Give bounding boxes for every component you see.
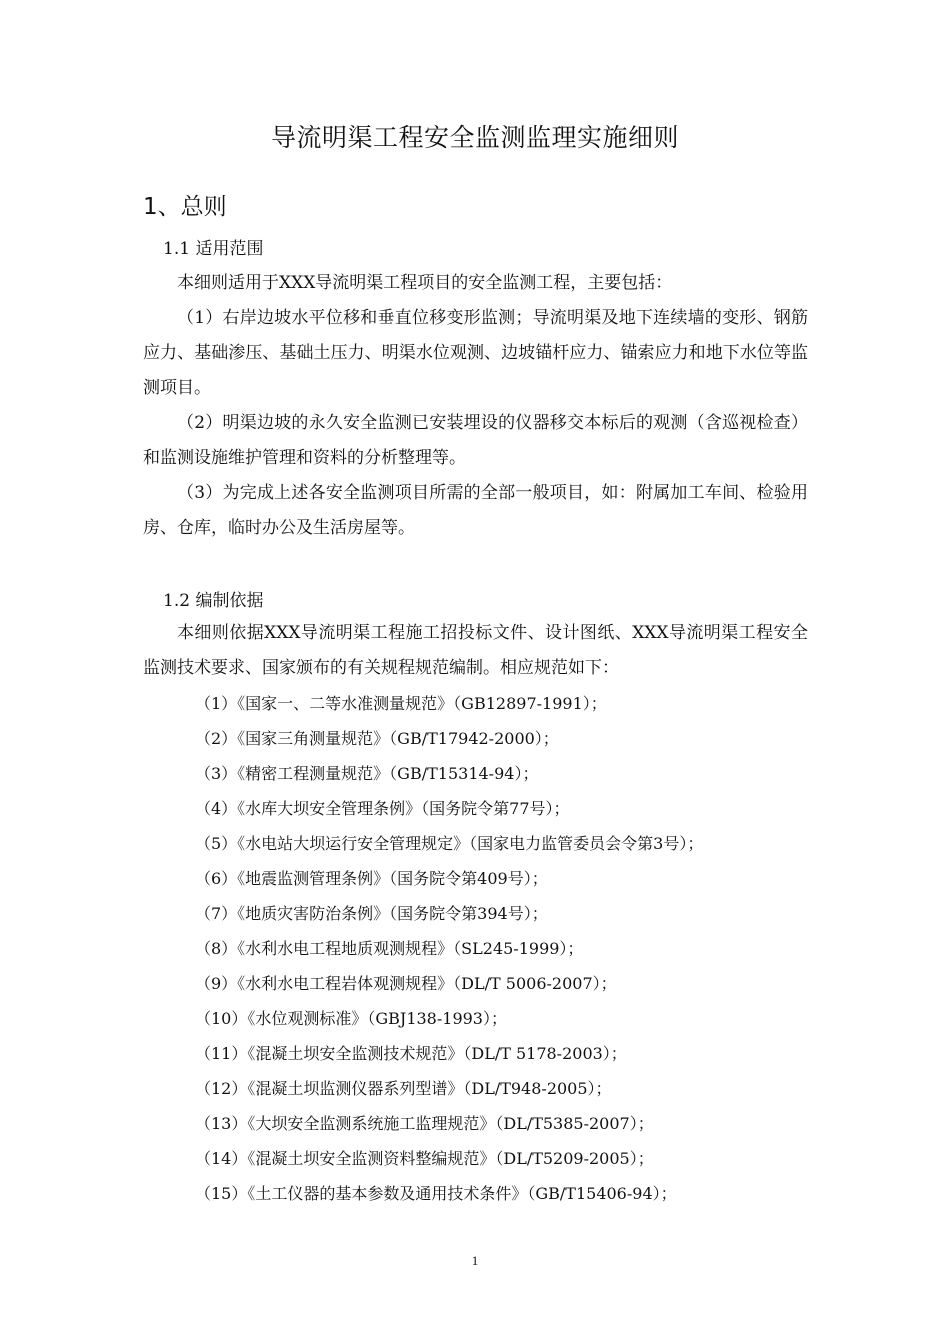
scope-item-2: （2）明渠边坡的永久安全监测已安装埋设的仪器移交本标后的观测（含巡视检查）和监测设施维护管理和资料的分析整理等。 <box>143 413 808 468</box>
basis-intro-paragraph: 本细则依据XXX导流明渠工程施工招投标文件、设计图纸、XXX导流明渠工程安全监测技术要求、国家颁布的有关规程规范编制。相应规范如下： <box>143 623 808 678</box>
standard-item: （10）《水位观测标准》（GBJ138-1993）； <box>195 1009 507 1028</box>
standard-item: （3）《精密工程测量规范》（GB/T15314-94）； <box>195 764 539 783</box>
scope-intro-paragraph: 本细则适用于XXX导流明渠工程项目的安全监测工程，主要包括： <box>177 273 673 293</box>
standards-list <box>195 686 703 1211</box>
scope-item-3: （3）为完成上述各安全监测项目所需的全部一般项目，如：附属加工车间、检验用房、仓库，临时办公及生活房屋等。 <box>143 483 808 538</box>
standard-item: （2）《国家三角测量规范》（GB/T17942-2000）； <box>195 729 559 748</box>
standard-item: （15）《土工仪器的基本参数及通用技术条件》（GB/T15406-94）； <box>195 1184 677 1203</box>
standard-item: （7）《地质灾害防治条例》（国务院令第394号）； <box>195 904 548 923</box>
subsection-heading-basis: 1.2 编制依据 <box>163 591 264 611</box>
standard-item: （14）《混凝土坝安全监测资料整编规范》（DL/T5209-2005）； <box>195 1149 654 1168</box>
subsection-heading-scope: 1.1 适用范围 <box>163 239 264 259</box>
standard-item: （6）《地震监测管理条例》（国务院令第409号）； <box>195 869 548 888</box>
standard-item: （4）《水库大坝安全管理条例》（国务院令第77号）； <box>195 799 570 818</box>
standard-item: （1）《国家一、二等水准测量规范》（GB12897-1991）； <box>195 694 607 713</box>
standard-item: （12）《混凝土坝监测仪器系列型谱》（DL/T948-2005）； <box>195 1079 612 1098</box>
document-title: 导流明渠工程安全监测监理实施细则 <box>270 123 679 152</box>
standard-item: （13）《大坝安全监测系统施工监理规范》（DL/T5385-2007）； <box>195 1114 654 1133</box>
page-number: 1 <box>471 1253 479 1268</box>
standard-item: （8）《水利水电工程地质观测规程》（SL245-1999）； <box>195 939 584 958</box>
scope-item-1: （1）右岸边坡水平位移和垂直位移变形监测；导流明渠及地下连续墙的变形、钢筋应力、基础渗压、基础土压力、明渠水位观测、边坡锚杆应力、锚索应力和地下水位等监测项目。 <box>143 308 808 398</box>
standard-item: （11）《混凝土坝安全监测技术规范》（DL/T 5178-2003）； <box>195 1044 627 1063</box>
standard-item: （5）《水电站大坝运行安全管理规定》（国家电力监管委员会令第3号）； <box>195 834 704 853</box>
section-heading-general: 1、总则 <box>143 194 227 220</box>
standard-item: （9）《水利水电工程岩体观测规程》（DL/T 5006-2007）； <box>195 974 617 993</box>
